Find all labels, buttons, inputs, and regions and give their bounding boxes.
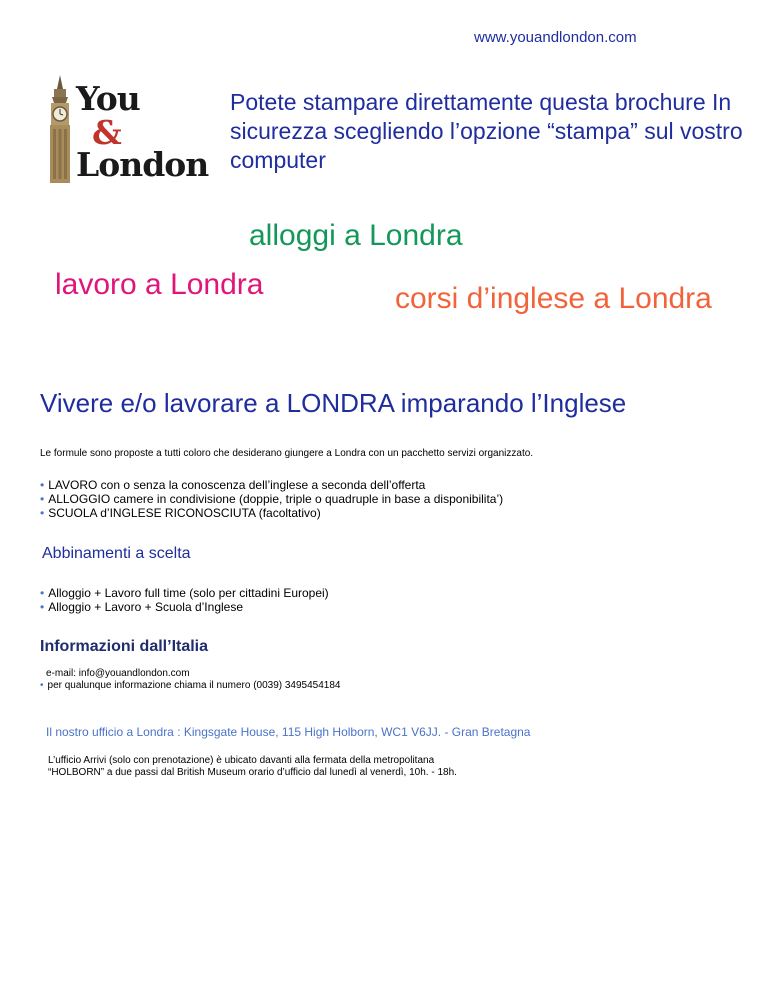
service-alloggi[interactable]: alloggi a Londra: [249, 219, 463, 252]
abbinamenti-heading: Abbinamenti a scelta: [42, 545, 191, 562]
list-item-text: SCUOLA d’INGLESE RICONOSCIUTA (facoltativo): [48, 506, 321, 520]
big-ben-icon: [40, 75, 80, 183]
bullet-icon: •: [40, 600, 45, 614]
bullet-icon: •: [40, 506, 45, 520]
list-item: [40, 586, 329, 600]
logo-word-you: You: [76, 79, 140, 118]
list-item-text: Alloggio + Lavoro + Scuola d’Inglese: [48, 600, 244, 614]
office-address: Il nostro ufficio a Londra : Kingsgate House, 115 High Holborn, WC1 V6JJ. - Gran Bretagna: [46, 725, 531, 739]
info-heading: Informazioni dall’Italia: [40, 638, 209, 655]
print-intro-text: Potete stampare direttamente questa brochure In sicurezza scegliendo l’opzione “stampa” sul vostro computer: [230, 89, 743, 173]
bullet-icon: •: [40, 478, 45, 492]
list-item: [40, 492, 503, 506]
logo-word-london: London: [76, 145, 209, 184]
bullet-icon: •: [40, 586, 45, 600]
formule-description: Le formule sono proposte a tutti coloro che desiderano giungere a Londra con un pacchetto servizi organizzato.: [40, 448, 534, 459]
main-heading: Vivere e/o lavorare a LONDRA imparando l’Inglese: [40, 388, 627, 418]
service-lavoro[interactable]: lavoro a Londra: [55, 268, 264, 301]
logo-ampersand: &: [92, 113, 122, 152]
arrivi-info-line-2: “HOLBORN” a due passi dal British Museum orario d’ufficio dal lunedì al venerdì, 10h. - 18h.: [48, 767, 457, 778]
service-corsi[interactable]: corsi d’inglese a Londra: [395, 282, 712, 315]
list-item-text: Alloggio + Lavoro full time (solo per cittadini Europei): [48, 586, 329, 600]
site-url[interactable]: www.youandlondon.com: [474, 29, 637, 46]
contact-phone-text: per qualunque informazione chiama il numero (0039) 3495454184: [47, 680, 341, 691]
list-item-text: LAVORO con o senza la conoscenza dell’inglese a seconda dell’offerta: [48, 478, 426, 492]
list-item-text: ALLOGGIO camere in condivisione (doppie, triple o quadruple in base a disponibilita’): [48, 492, 504, 506]
combo-list: [40, 586, 329, 614]
you-and-london-logo: [40, 75, 220, 183]
bullet-icon: •: [40, 680, 44, 691]
contact-email[interactable]: e-mail: info@youandlondon.com: [46, 668, 190, 679]
list-item: [40, 478, 503, 492]
list-item: [40, 506, 503, 520]
contact-phone: [40, 680, 341, 691]
list-item: [40, 600, 329, 614]
service-list: [40, 478, 503, 520]
bullet-icon: •: [40, 492, 45, 506]
arrivi-info-line-1: L’ufficio Arrivi (solo con prenotazione) è ubicato davanti alla fermata della metropolitana: [48, 755, 435, 766]
